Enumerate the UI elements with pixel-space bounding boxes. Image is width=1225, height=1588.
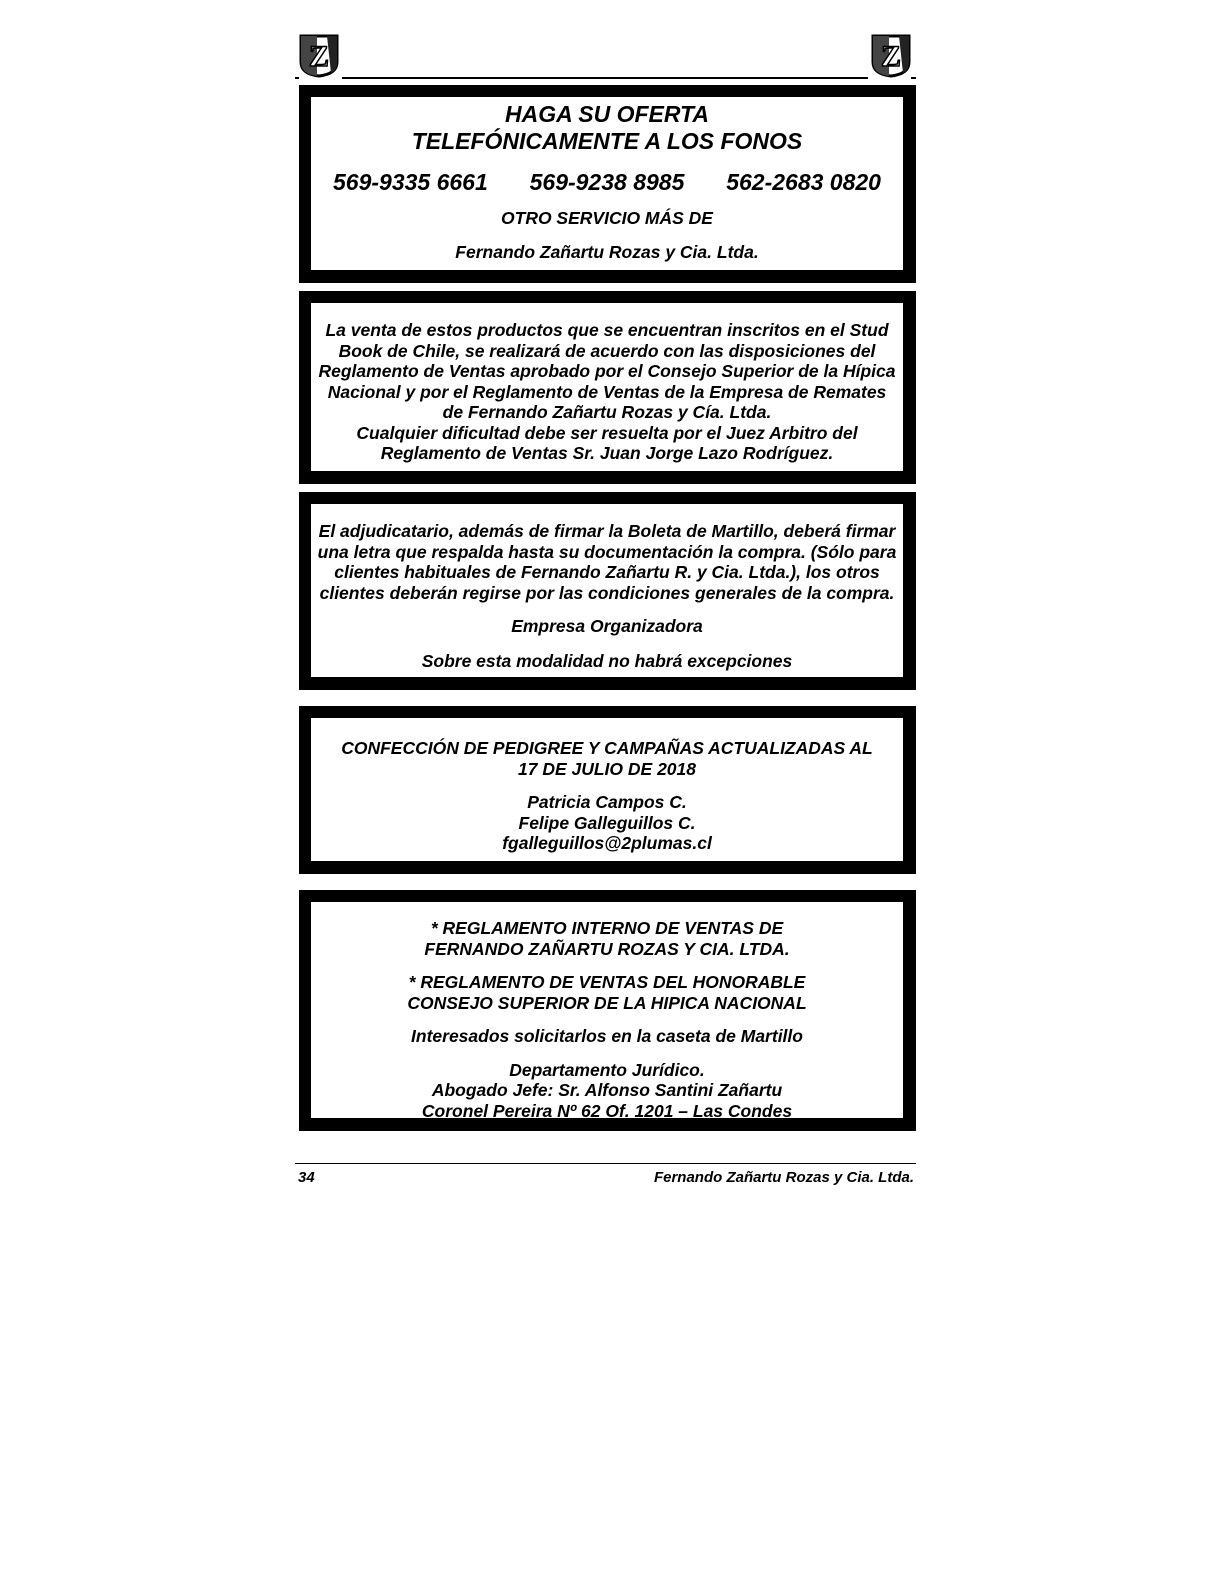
regulation-line: Nacional y por el Reglamento de Ventas de la Empresa de Remates xyxy=(327,381,887,402)
conditions-line: clientes habituales de Fernando Zañartu R. y Cia. Ltda.), los otros xyxy=(334,562,880,582)
regulation-line: de Fernando Zañartu Rozas y Cía. Ltda. xyxy=(442,402,772,422)
sale-regulation-box xyxy=(299,291,916,484)
offer-title-line1: HAGA SU OFERTA xyxy=(504,101,710,127)
contact-name: Patricia Campos C. xyxy=(527,792,687,812)
phone-number-1[interactable]: 569-9335 6661 xyxy=(333,169,488,195)
regulation-line: Book de Chile, se realizará de acuerdo con las disposiciones del xyxy=(338,340,876,361)
pedigree-title-line2: 17 DE JULIO DE 2018 xyxy=(518,758,696,779)
regulation-line: Reglamento de Ventas aprobado por el Consejo Superior de la Hípica xyxy=(318,361,896,381)
regulation-line: Reglamento de Ventas Sr. Juan Jorge Lazo Rodríguez. xyxy=(380,443,834,463)
phone-number-3[interactable]: 562-2683 0820 xyxy=(726,169,881,195)
internal-regulation-line2: FERNANDO ZAÑARTU ROZAS Y CIA. LTDA. xyxy=(424,938,790,959)
phone-offer-box xyxy=(299,85,916,283)
council-regulation-line2: CONSEJO SUPERIOR DE LA HIPICA NACIONAL xyxy=(407,992,807,1013)
fzr-z-emblem-icon xyxy=(297,32,341,78)
request-notice: Interesados solicitarlos en la caseta de Martillo xyxy=(411,1026,803,1046)
header-rule xyxy=(911,77,916,79)
contact-name: Felipe Galleguillos C. xyxy=(518,812,696,833)
pedigree-box xyxy=(299,706,916,874)
fzr-z-emblem-icon xyxy=(869,32,913,78)
phone-number-2[interactable]: 569-9238 8985 xyxy=(529,169,685,195)
conditions-line: clientes deberán regirse por las condiciones generales de la compra. xyxy=(319,582,895,603)
organizer-label: Empresa Organizadora xyxy=(511,616,703,636)
header-rule xyxy=(295,77,299,79)
contact-email[interactable]: fgalleguillos@2plumas.cl xyxy=(502,833,712,853)
svg-text:Z: Z xyxy=(880,40,902,73)
phone-list xyxy=(311,169,903,196)
legal-department: Departamento Jurídico. xyxy=(509,1059,705,1080)
service-line: OTRO SERVICIO MÁS DE xyxy=(501,208,713,228)
header-rule xyxy=(342,77,868,79)
regulation-line: La venta de estos productos que se encuentran inscritos en el Stud xyxy=(325,320,889,340)
footer-rule xyxy=(295,1163,916,1164)
conditions-line: El adjudicatario, además de firmar la Boleta de Martillo, deberá firmar xyxy=(318,521,896,541)
chief-lawyer: Abogado Jefe: Sr. Alfonso Santini Zañartu xyxy=(431,1080,783,1100)
offer-title-line2: TELEFÓNICAMENTE A LOS FONOS xyxy=(411,128,803,154)
svg-text:Z: Z xyxy=(308,40,330,73)
page-number: 34 xyxy=(298,1169,315,1186)
council-regulation-line1: * REGLAMENTO DE VENTAS DEL HONORABLE xyxy=(408,972,806,992)
internal-regulation-line1: * REGLAMENTO INTERNO DE VENTAS DE xyxy=(430,918,784,938)
office-address: Coronel Pereira Nº 62 Of. 1201 – Las Condes xyxy=(421,1100,793,1121)
footer-company: Fernando Zañartu Rozas y Cia. Ltda. xyxy=(653,1169,914,1186)
buyer-conditions-box xyxy=(299,492,916,690)
regulations-info-box xyxy=(299,890,916,1131)
regulation-line: Cualquier dificultad debe ser resuelta por el Juez Arbitro del xyxy=(356,422,858,443)
company-name: Fernando Zañartu Rozas y Cia. Ltda. xyxy=(455,241,759,262)
no-exceptions-notice: Sobre esta modalidad no habrá excepciones xyxy=(421,650,793,671)
pedigree-title-line1: CONFECCIÓN DE PEDIGREE Y CAMPAÑAS ACTUALIZADAS AL xyxy=(341,738,873,758)
conditions-line: una letra que respalda hasta su documentación la compra. (Sólo para xyxy=(317,541,897,562)
